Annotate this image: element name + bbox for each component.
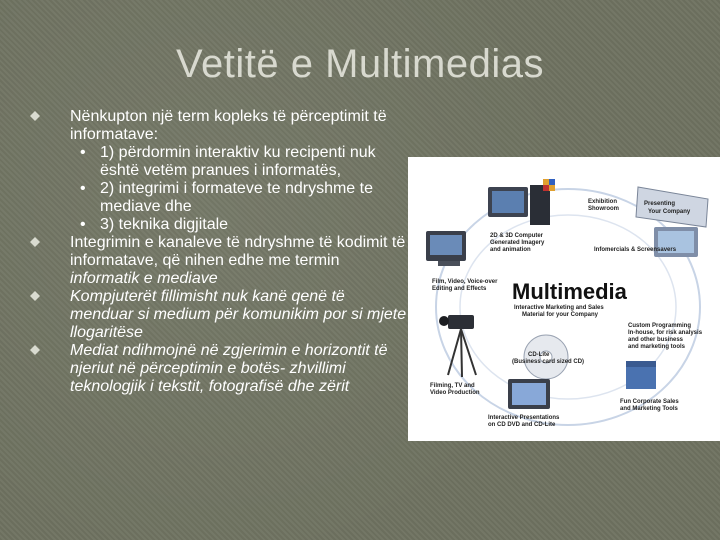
subtitle-line-2: Material for your Company: [522, 312, 599, 318]
gift-box-icon: [626, 361, 656, 389]
bullet-item: [28, 108, 408, 144]
exhibition-icon: [636, 187, 708, 227]
subtitle-line-1: Interactive Marketing and Sales: [514, 305, 604, 311]
dot-bullet-icon: •: [80, 144, 86, 161]
dot-bullet-icon: •: [80, 180, 86, 197]
label-custom-1: Custom Programming: [628, 323, 692, 329]
sub-bullet-text: 3) teknika digjitale: [100, 216, 229, 233]
label-presenting-2: Your Company: [648, 209, 691, 215]
center-label: Multimedia: [512, 279, 627, 304]
label-exhibition-1: Exhibition: [588, 199, 617, 205]
monitor-icon: [508, 379, 550, 409]
label-custom-4: and marketing tools: [628, 344, 686, 350]
bullet-text: Kompjuterët fillimisht nuk kanë qenë të menduar si medium për komunikim por si mjete llogaritëse: [70, 288, 407, 341]
bullet-item: [28, 234, 408, 288]
label-cdlite-2: (Business card sized CD): [512, 359, 585, 365]
label-exhibition-2: Showroom: [588, 206, 619, 212]
label-computer-2: Generated Imagery: [490, 240, 545, 246]
computer-icon: [488, 179, 555, 225]
label-interactive-1: Interactive Presentations: [488, 415, 560, 421]
label-filming-2: Video Production: [430, 390, 480, 396]
bullet-text-emphasis: informatik e mediave: [70, 270, 218, 287]
diamond-bullet-icon: [30, 345, 40, 355]
diamond-bullet-icon: [30, 291, 40, 301]
label-interactive-2: on CD DVD and CD-Lite: [488, 422, 556, 428]
sub-bullet-item: [28, 180, 408, 216]
label-filming-1: Filming, TV and: [430, 383, 475, 389]
sub-bullet-text: 1) përdormin interaktiv ku recipenti nuk është vetëm pranues i informatës,: [100, 144, 376, 179]
diamond-bullet-icon: [30, 237, 40, 247]
video-editing-icon: [426, 231, 466, 266]
label-fun-2: and Marketing Tools: [620, 406, 678, 412]
label-presenting-1: Presenting: [644, 201, 676, 207]
dot-bullet-icon: •: [80, 216, 86, 233]
multimedia-diagram: [408, 157, 720, 441]
label-custom-2: In-house, for risk analysis: [628, 330, 703, 336]
bullet-list: [28, 108, 408, 396]
bullet-text: Nënkupton një term kopleks të përceptimit të informatave:: [70, 108, 387, 143]
bullet-item: [28, 288, 408, 342]
label-custom-3: and other business: [628, 337, 684, 343]
label-film-2: Editing and Effects: [432, 286, 487, 292]
label-cdlite-1: CD-Lite: [528, 352, 550, 358]
label-computer-1: 2D & 3D Computer: [490, 233, 544, 239]
slide-title: Vetitë e Multimedias: [176, 42, 544, 86]
diamond-bullet-icon: [30, 111, 40, 121]
label-fun-1: Fun Corporate Sales: [620, 399, 679, 405]
label-infomercials: Infomercials & Screensavers: [594, 247, 677, 253]
multimedia-illustration: [408, 157, 720, 441]
sub-bullet-item: [28, 216, 408, 234]
sub-bullet-text: 2) integrimi i formateve te ndryshme te mediave dhe: [100, 180, 373, 215]
label-film-1: Film, Video, Voice-over: [432, 279, 498, 285]
sub-bullet-item: [28, 144, 408, 180]
label-computer-3: and animation: [490, 247, 531, 253]
bullet-text: Integrimin e kanaleve të ndryshme të kodimit të informatave, që nihen edhe me termin: [70, 234, 406, 269]
bullet-text: Mediat ndihmojnë në zgjerimin e horizontit të njeriut në përceptimin e botës- zhvillimi teknologjik i tekstit, fotografisë dhe zërit: [70, 342, 388, 395]
bullet-item: [28, 342, 408, 396]
